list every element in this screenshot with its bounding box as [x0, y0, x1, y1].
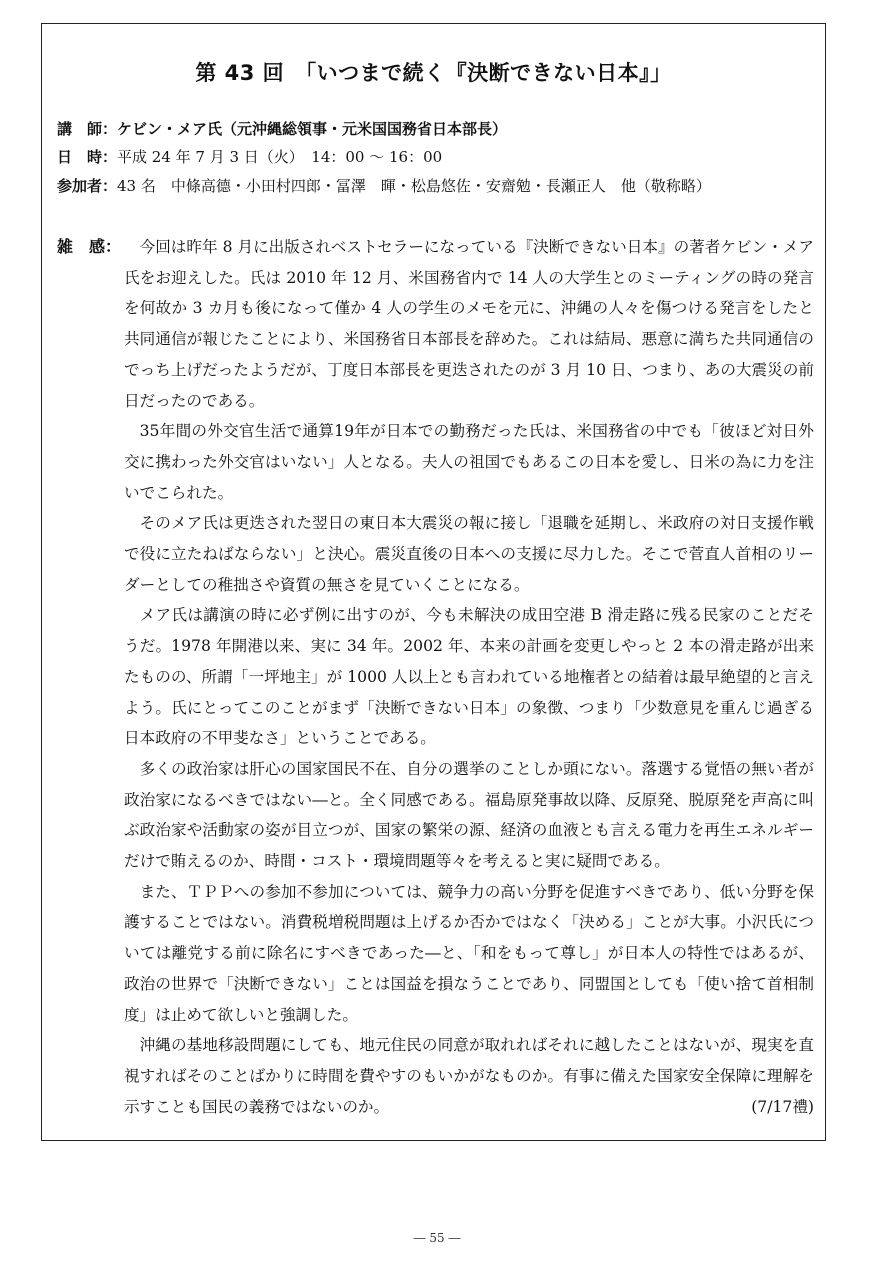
article-title: 第 43 回 「いつまで続く『決断できない日本』」 [195, 61, 672, 85]
paragraph: メア氏は講演の時に必ず例に出すのが、今も未解決の成田空港 B 滑走路に残る民家のことだそうだ。1978 年開港以来、実に 34 年。2002 年、本来の計画を変更しやっと 2 本の滑走路が出来たものの、所謂「一坪地主」が 1000 人以上とも言われている地権者との結着は最早絶望的と言えよう。氏にとってこのことがまず「決断できない日本」の象徴、つまり「少数意見を重んじ過ぎる日本政府の不甲斐なさ」ということである。 [124, 606, 814, 748]
page-number: ― 55 ― [413, 1231, 461, 1245]
paragraph: 多くの政治家は肝心の国家国民不在、自分の選挙のことしか頭にない。落選する覚悟の無い者が政治家になるべきではない―と。全く同感である。福島原発事故以降、反原発、脱原発を声高に叫ぶ政治家や活動家の姿が目立つが、国家の繁栄の源、経済の血液とも言える電力を再生エネルギーだけで賄えるのか、時間・コスト・環境問題等々を考えると実に疑問である。 [124, 759, 814, 871]
paragraph: また、ＴＰＰへの参加不参加については、競争力の高い分野を促進すべきであり、低い分野を保護することではない。消費税増税問題は上げるか否かではなく「決める」ことが大事。小沢氏については離党する前に除名にすべきであった―と、「和をもって尊し」が日本人の特性ではあるが、政治の世界で「決断できない」ことは国益を損なうことであり、同盟国としても「使い捨て首相制度」は止めて欲しいと強調した。 [124, 882, 814, 1024]
speaker-line [57, 118, 815, 139]
paragraph-text: 沖縄の基地移設問題にしても、地元住民の同意が取れればそれに越したことはないが、現実を直視すればそのことばかりに時間を費やすのもいかがなものか。有事に備えた国家安全保障に理解を示すことも国民の義務ではないのか。 [124, 1036, 814, 1116]
speaker-label: 講 師： [57, 120, 118, 138]
article-frame [41, 23, 826, 1141]
date-label: 日 時： [57, 148, 118, 166]
attendees-line [57, 175, 815, 196]
impressions-body [124, 232, 814, 1122]
author-signature: (7/17禮) [751, 1097, 814, 1116]
paragraph: 今回は昨年 8 月に出版されベストセラーになっている『決断できない日本』の著者ケビン・メア氏をお迎えした。氏は 2010 年 12 月、米国務省内で 14 人の大学生とのミーティングの時の発言を何故か 3 カ月も後になって僅か 4 人の学生のメモを元に、沖縄の人々を傷つける発言をしたと共同通信が報じたことにより、米国務省日本部長を辞めた。これは結局、悪意に満ちた共同通信のでっち上げだったようだが、丁度日本部長を更迭されたのが 3 月 10 日、つまり、あの大震災の前日だったのである。 [124, 238, 814, 410]
paragraph: そのメア氏は更迭された翌日の東日本大震災の報に接し「退職を延期し、米政府の対日支援作戦で役に立たねばならない」と決心。震災直後の日本への支援に尽力した。そこで菅直人首相のリーダーとしての稚拙さや資質の無さを見ていくことになる。 [124, 514, 814, 594]
paragraph-last [124, 1030, 814, 1122]
paragraph: 35年間の外交官生活で通算19年が日本での勤務だった氏は、米国務省の中でも「彼ほど対日外交に携わった外交官はいない」人となる。夫人の祖国でもあるこの日本を愛し、日米の為に力を注いでこられた。 [124, 422, 814, 502]
attendees-value: 43 名 中條高德・小田村四郎・冨澤 暉・松島悠佐・安齋勉・長瀬正人 他（敬称略） [117, 177, 711, 195]
date-line [57, 146, 815, 167]
attendees-label: 参加者： [57, 177, 118, 195]
date-value: 平成 24 年 7 月 3 日（火） 14：00 ～ 16：00 [117, 148, 443, 166]
speaker-name: ケビン・メア氏（元沖縄総領事・元米国国務省日本部長） [117, 120, 508, 138]
impressions-label: 雑 感： [57, 237, 122, 256]
